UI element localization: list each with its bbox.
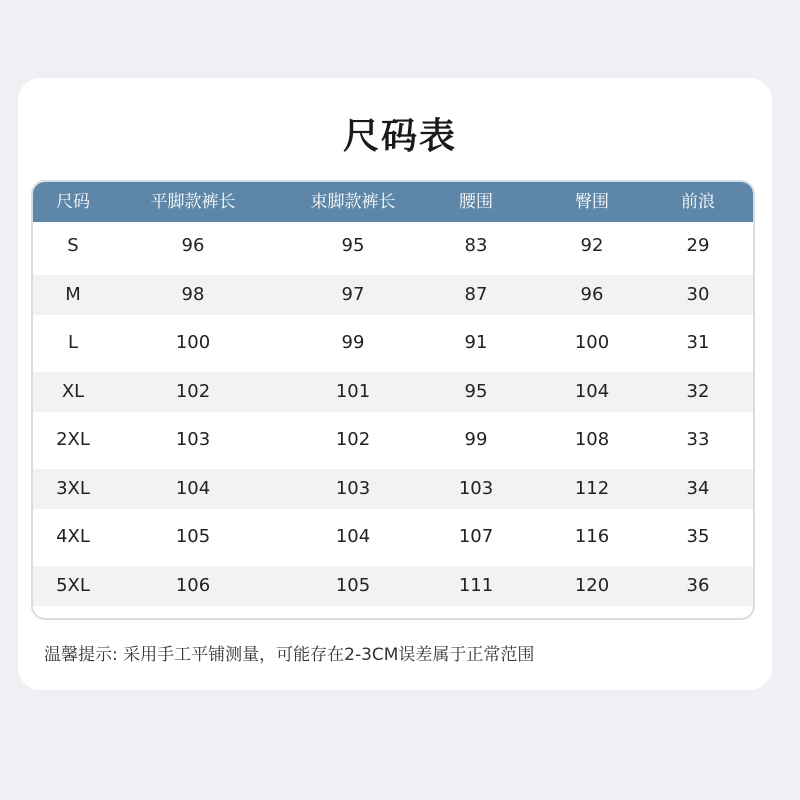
cell-front-rise: 32 — [686, 380, 710, 402]
cell-size: 2XL — [56, 429, 90, 450]
cell-size: 4XL — [56, 526, 90, 547]
cell-cuff-leg-length: 102 — [335, 429, 371, 450]
cell-flat-leg-length: 102 — [175, 380, 211, 402]
cell-waist: 91 — [464, 332, 488, 353]
table-row — [33, 226, 753, 266]
table-row — [33, 469, 753, 509]
cell-front-rise: 29 — [686, 235, 710, 256]
cell-waist: 99 — [464, 429, 488, 450]
cell-waist: 83 — [464, 235, 488, 256]
cell-hip: 96 — [580, 283, 604, 305]
cell-size: M — [65, 283, 81, 305]
cell-front-rise: 33 — [686, 429, 710, 450]
cell-front-rise: 34 — [686, 477, 710, 499]
cell-flat-leg-length: 98 — [181, 283, 205, 305]
cell-size: L — [67, 332, 79, 353]
cell-flat-leg-length: 100 — [175, 332, 211, 353]
table-row — [33, 275, 753, 315]
cell-size: 3XL — [56, 477, 90, 499]
cell-hip: 120 — [574, 574, 610, 596]
cell-hip: 108 — [574, 429, 610, 450]
cell-waist: 95 — [464, 380, 488, 402]
table-row — [33, 420, 753, 460]
cell-front-rise: 31 — [686, 332, 710, 353]
cell-hip: 112 — [574, 477, 610, 499]
measurement-note: 温馨提示: 采用手工平铺测量，可能存在2-3CM误差属于正常范围 — [44, 645, 535, 665]
cell-cuff-leg-length: 104 — [335, 526, 371, 547]
header-front-rise: 前浪 — [681, 192, 715, 212]
cell-flat-leg-length: 106 — [175, 574, 211, 596]
table-header-row — [33, 182, 753, 222]
cell-hip: 104 — [574, 380, 610, 402]
cell-flat-leg-length: 103 — [175, 429, 211, 450]
cell-hip: 92 — [580, 235, 604, 256]
cell-front-rise: 30 — [686, 283, 710, 305]
cell-size: XL — [61, 380, 85, 402]
cell-cuff-leg-length: 101 — [335, 380, 371, 402]
table-row — [33, 372, 753, 412]
header-waist: 腰围 — [459, 192, 493, 212]
cell-hip: 100 — [574, 332, 610, 353]
header-size: 尺码 — [56, 192, 90, 212]
cell-hip: 116 — [574, 526, 610, 547]
table-row — [33, 566, 753, 606]
cell-front-rise: 35 — [686, 526, 710, 547]
table-row — [33, 517, 753, 557]
table-row — [33, 323, 753, 363]
page-title: 尺码表 — [342, 116, 457, 157]
header-cuff-leg-length: 束脚款裤长 — [310, 192, 396, 212]
cell-flat-leg-length: 105 — [175, 526, 211, 547]
cell-cuff-leg-length: 97 — [341, 283, 365, 305]
header-hip: 臀围 — [575, 192, 609, 212]
cell-size: 5XL — [56, 574, 90, 596]
cell-size: S — [67, 235, 79, 256]
cell-waist: 107 — [458, 526, 494, 547]
cell-waist: 111 — [458, 574, 494, 596]
cell-cuff-leg-length: 99 — [341, 332, 365, 353]
cell-flat-leg-length: 104 — [175, 477, 211, 499]
cell-waist: 103 — [458, 477, 494, 499]
cell-cuff-leg-length: 103 — [335, 477, 371, 499]
cell-flat-leg-length: 96 — [181, 235, 205, 256]
cell-cuff-leg-length: 105 — [335, 574, 371, 596]
size-table — [31, 180, 755, 620]
cell-front-rise: 36 — [686, 574, 710, 596]
header-flat-leg-length: 平脚款裤长 — [150, 192, 236, 212]
cell-waist: 87 — [464, 283, 488, 305]
cell-cuff-leg-length: 95 — [341, 235, 365, 256]
